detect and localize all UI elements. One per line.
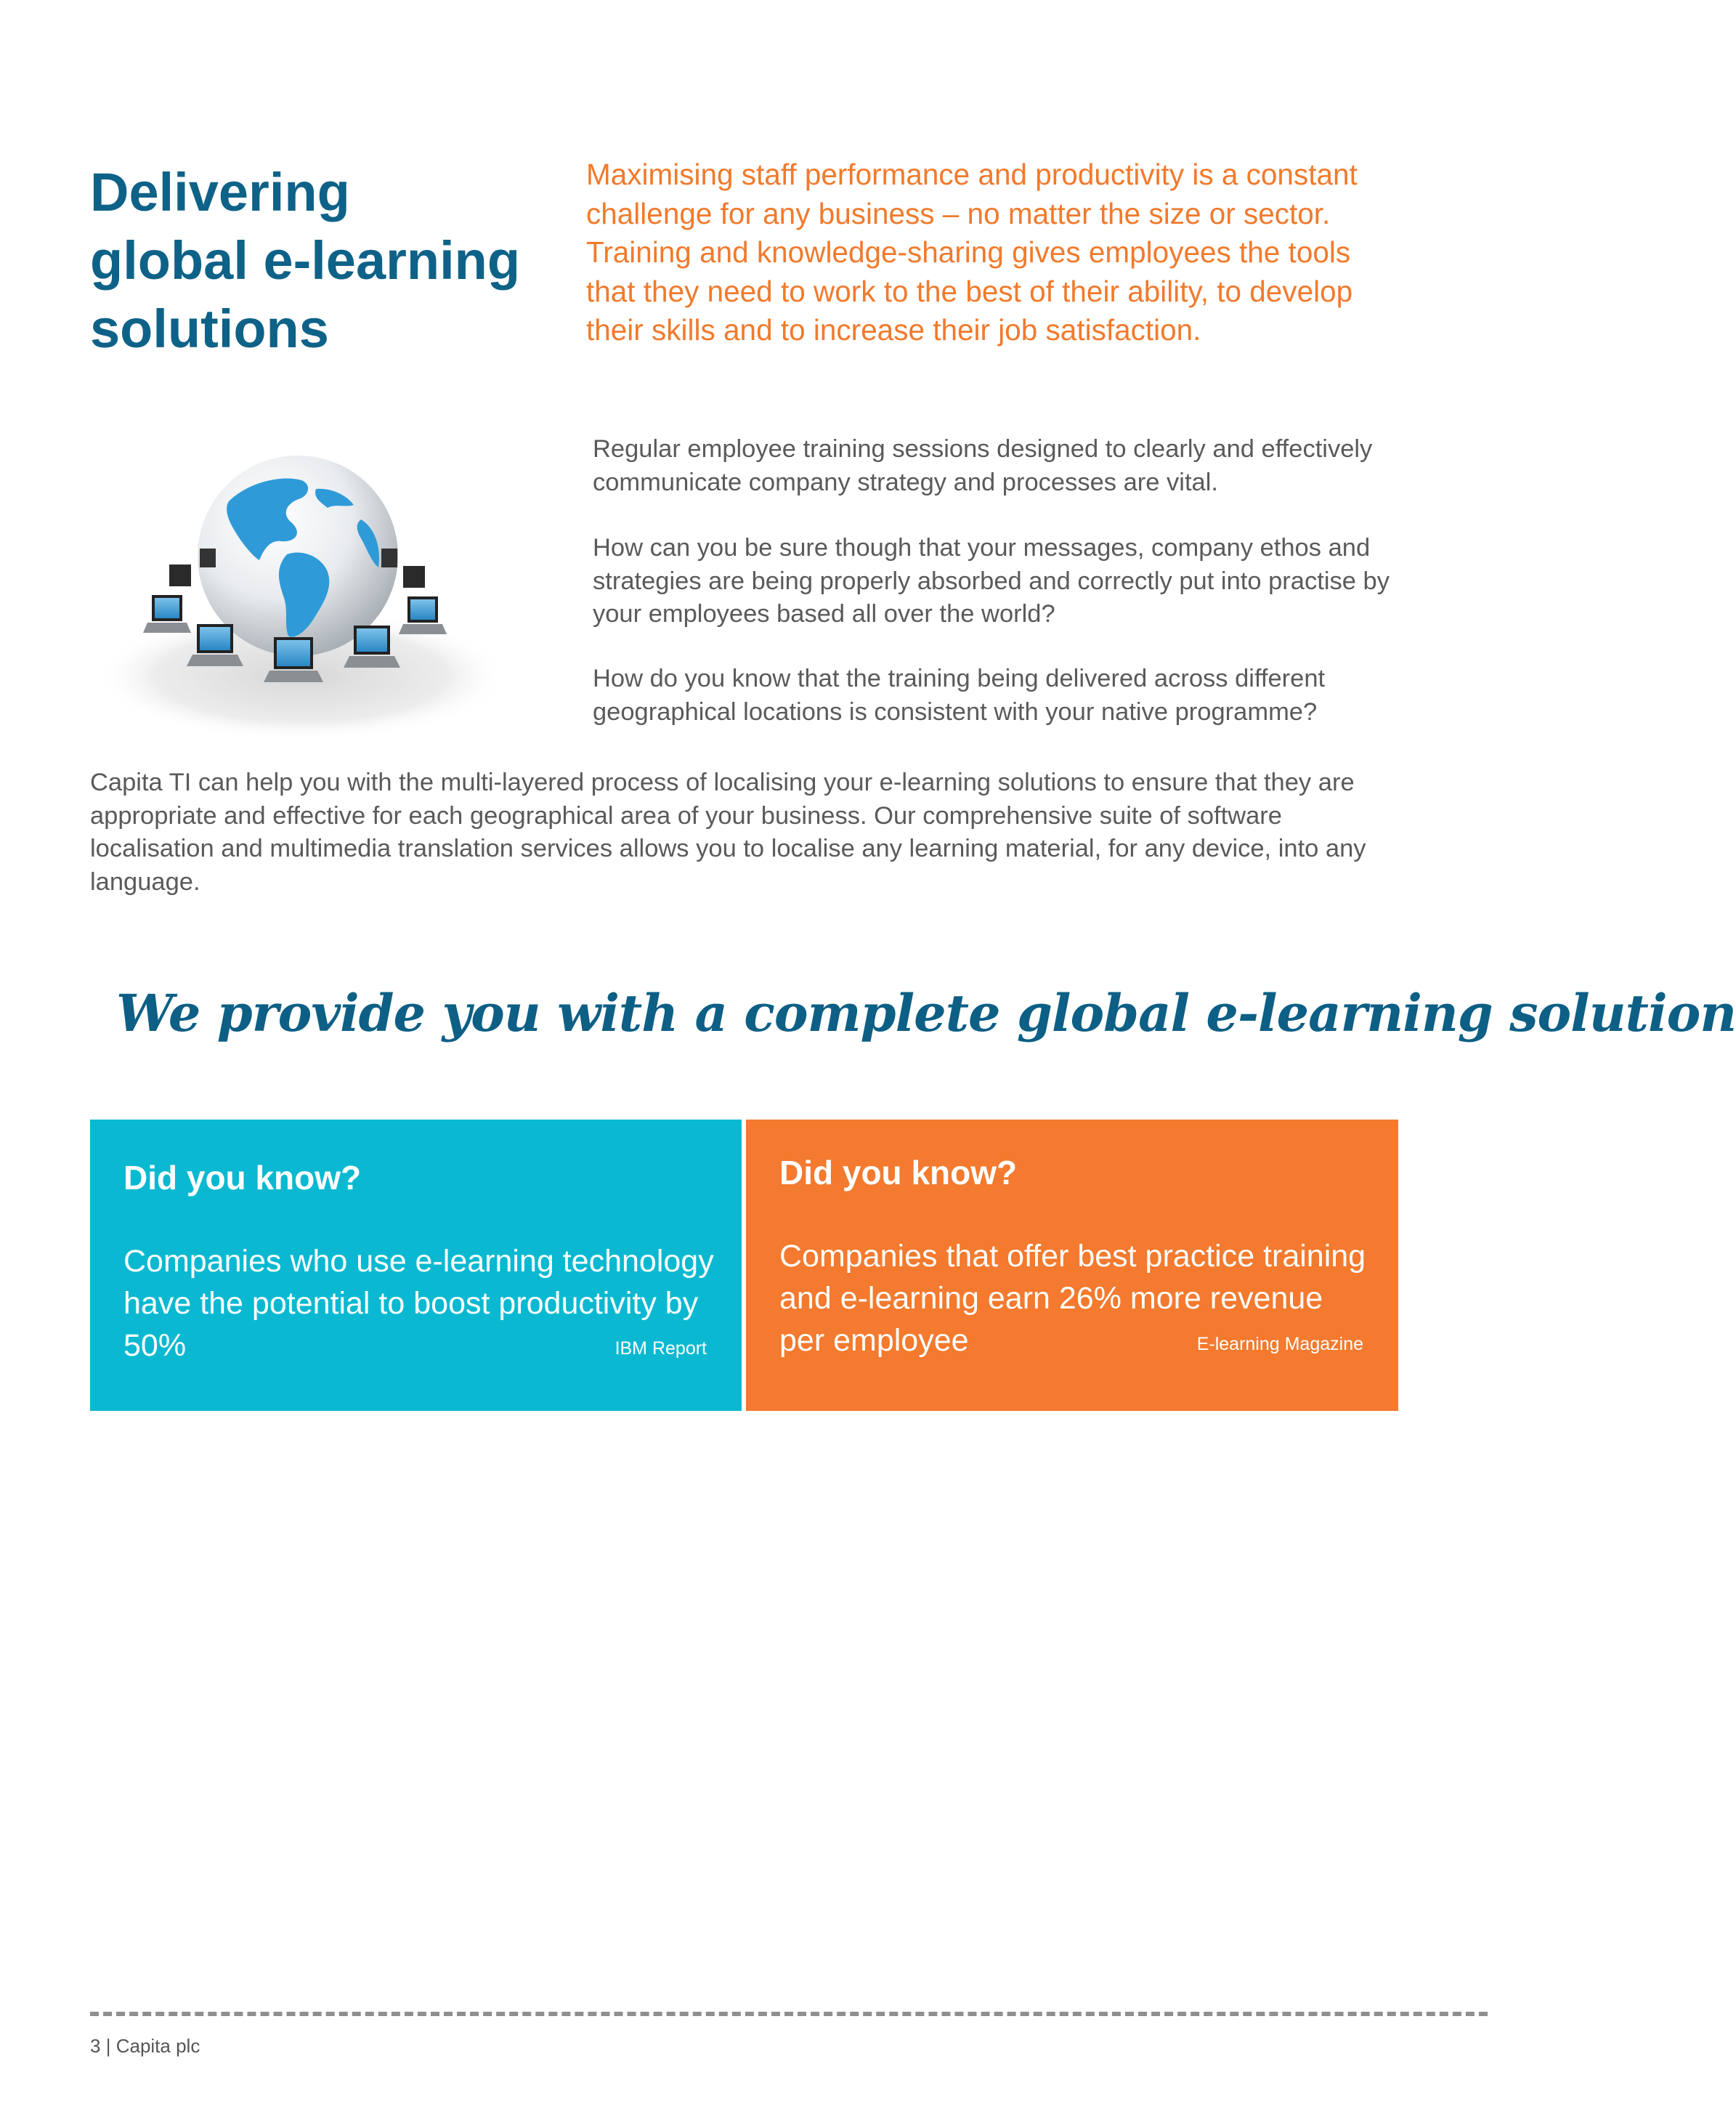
page-footer	[90, 2034, 200, 2058]
company-name: Capita plc	[115, 2035, 200, 2057]
footer-separator: |	[105, 2035, 111, 2057]
fact-box-elearning-magazine	[746, 1120, 1398, 1411]
intro-paragraph: Maximising staff performance and productivity is a constant challenge for any business – no matter the size or sector. Training and knowledge-sharing gives employees the tools that they need to work to the best of their ability, to develop their skills and to increase their job satisfaction.	[586, 158, 1358, 347]
page-title-line-1: Delivering	[90, 162, 350, 222]
fact-heading: Did you know?	[123, 1159, 362, 1197]
body-paragraph: How can you be sure though that your messages, company ethos and strategies are being properly absorbed and correctly put into practise by your employees based all over the world?	[593, 534, 1390, 628]
fact-text: Companies who use e-learning technology have the potential to boost productivity by 50%	[123, 1244, 714, 1363]
fact-source: IBM Report	[615, 1338, 707, 1359]
page-title-line-2: global e-learning	[90, 230, 521, 291]
body-paragraph: Capita TI can help you with the multi-layered process of localising your e-learning solutions to ensure that they are appropriate and effective for each geographical area of your business. Our comprehensive suite of software localisation and multimedia translation services allows you to localise any learning material, for any device, into any language.	[90, 769, 1366, 896]
page-number: 3	[90, 2035, 101, 2057]
footer-divider	[90, 2012, 1488, 2016]
fact-heading: Did you know?	[779, 1154, 1018, 1191]
body-paragraph: Regular employee training sessions designed to clearly and effectively communicate company strategy and processes are vital.	[593, 435, 1373, 496]
fact-box-ibm	[90, 1120, 742, 1411]
fact-source: E-learning Magazine	[1196, 1334, 1363, 1354]
body-paragraph: How do you know that the training being delivered across different geographical locations is consistent with your native programme?	[593, 665, 1326, 726]
page-title-line-3: solutions	[90, 299, 329, 359]
fact-text: Companies that offer best practice training and e-learning earn 26% more revenue per employee	[779, 1239, 1366, 1358]
tagline-heading: We provide you with a complete global e-learning solution	[116, 983, 1736, 1043]
globe-with-laptops-image	[91, 432, 508, 741]
page-title	[90, 158, 526, 363]
globe-icon	[91, 432, 508, 741]
